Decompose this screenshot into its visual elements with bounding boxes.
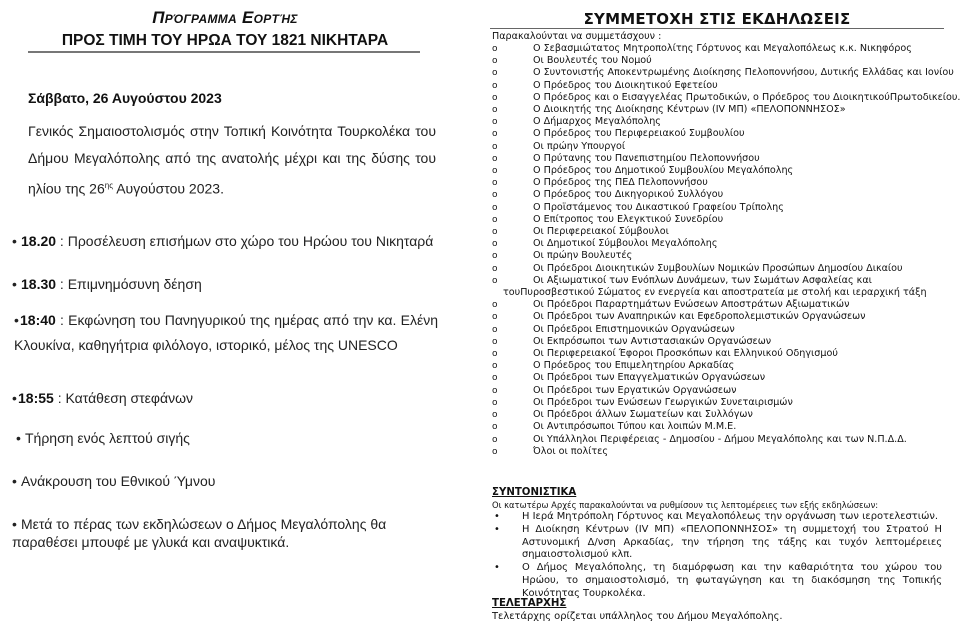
participant-text: Οι Βουλευτές του Νομού [533, 55, 652, 67]
participant-text: Ο Πρόεδρος του Δικηγορικού Συλλόγου [533, 189, 724, 201]
participant-text: Ο Πρόεδρος του Επιμελητηρίου Αρκαδίας [533, 360, 735, 372]
circle-bullet-icon: o [492, 263, 498, 274]
list-item [492, 177, 952, 189]
list-item [492, 311, 952, 323]
circle-bullet-icon: o [492, 117, 498, 128]
separator: : [53, 390, 66, 406]
bullet-icon: • [14, 312, 19, 328]
participant-text: Οι Αντιπρόσωποι Τύπου και λοιπών Μ.Μ.Ε. [533, 421, 737, 433]
participant-text: Οι Πρόεδροι των Επαγγελματικών Οργανώσεων [533, 372, 766, 384]
intro-text-end: Αυγούστου 2023. [113, 180, 224, 197]
list-item [492, 153, 952, 165]
participant-text: Οι Περιφερειακοί Έφοροι Προσκόπων και Ελληνικού Οδηγισμού [533, 348, 838, 360]
schedule-text: Ανάκρουση του Εθνικού Ύμνου [21, 473, 216, 489]
event-date: Σάββατο, 26 Αυγούστου 2023 [28, 90, 222, 106]
participant-text: Ο Πρόεδρος και ο Εισαγγελέας Πρωτοδικών, ο Πρόεδρος του ΔιοικητικούΠρωτοδικείου. [533, 91, 960, 103]
list-item [492, 409, 952, 421]
list-item [492, 238, 952, 250]
master-of-ceremonies-heading: ΤΕΛΕΤΑΡΧΗΣ [492, 598, 567, 609]
circle-bullet-icon: o [492, 178, 498, 189]
participant-text: Ο Συντονιστής Αποκεντρωμένης Διοίκησης Πελοποννήσου, Δυτικής Ελλάδας και Ιονίου [533, 67, 954, 79]
schedule-text: Προσέλευση επισήμων στο χώρο του Ηρώου του Νικηταρά [67, 233, 434, 249]
participant-text: Ο Προϊστάμενος του Δικαστικού Γραφείου Τρίπολης [533, 201, 784, 213]
participant-text: Οι Περιφερειακοί Σύμβουλοι [533, 226, 669, 238]
participant-text: Οι πρώην Βουλευτές [533, 250, 633, 262]
schedule-item [16, 426, 442, 451]
circle-bullet-icon: o [492, 324, 498, 335]
circle-bullet-icon: o [492, 105, 498, 116]
participant-text: Οι Πρόεδροι άλλων Σωματείων και Συλλόγων [533, 409, 753, 421]
participant-text: Ο Πρόεδρος του Διοικητικού Εφετείου [533, 79, 718, 91]
title-divider [28, 51, 420, 53]
bullet-icon: • [494, 511, 500, 522]
participant-text: Οι Δημοτικοί Σύμβουλοι Μεγαλόπολης [533, 238, 718, 250]
schedule-time: 18.30 [21, 276, 57, 292]
circle-bullet-icon: o [492, 361, 498, 372]
coordination-list [492, 511, 942, 601]
list-item [492, 434, 952, 446]
coordination-intro: Οι κατωτέρω Αρχές παρακαλούνται να ρυθμίσουν τις λεπτομέρειες των εξής εκδηλώσεων: [492, 500, 879, 510]
participant-text: Ο Πρόεδρος του Δημοτικού Συμβουλίου Μεγαλόπολης [533, 165, 794, 177]
participant-text: Οι Πρόεδροι Διοικητικών Συμβουλίων Νομικών Προσώπων Δημοσίου Δικαίου [533, 262, 903, 274]
list-item [492, 524, 942, 562]
list-item [492, 511, 942, 524]
intro-text: Γενικός Σημαιοστολισμός στην Τοπική Κοινότητα Τουρκολέκα του Δήμου Μεγαλόπολης από της ανατολής μέχρι και της δύσης του ηλίου της 26 [28, 123, 436, 197]
separator: : [56, 276, 68, 292]
bullet-icon: • [12, 276, 17, 292]
circle-bullet-icon: o [492, 190, 498, 201]
bullet-icon: • [494, 562, 500, 574]
participant-text: Ο Πρόεδρος της ΠΕΔ Πελοποννήσου [533, 177, 708, 189]
participant-text: Οι Υπάλληλοι Περιφέρειας - Δημοσίου - Δήμου Μεγαλόπολης και των Ν.Π.Δ.Δ. [533, 433, 907, 445]
schedule-text: Τήρηση ενός λεπτού σιγής [25, 430, 190, 446]
circle-bullet-icon: o [492, 80, 498, 91]
participant-text: Όλοι οι πολίτες [533, 445, 608, 457]
participant-text: Οι Πρόεδροι Παραρτημάτων Ενώσεων Αποστράτων Αξιωματικών [533, 299, 850, 311]
separator: : [55, 312, 69, 328]
coordination-heading: ΣΥΝΤΟΝΙΣΤΙΚΑ [492, 487, 577, 498]
programme-title: Πρόγραμμα Εορτής [152, 8, 298, 27]
list-item [492, 67, 952, 79]
list-item [492, 275, 952, 299]
participant-text: Ο Πρύτανης του Πανεπιστημίου Πελοποννήσου [533, 152, 760, 164]
participant-text: Οι Πρόεδροι των Εργατικών Οργανώσεων [533, 384, 737, 396]
list-item [492, 141, 952, 153]
participant-text: Οι Εκπρόσωποι των Αντιστασιακών Οργανώσεων [533, 335, 772, 347]
list-item [492, 348, 952, 360]
list-item [492, 91, 960, 104]
circle-bullet-icon: o [492, 336, 498, 347]
list-item [492, 324, 952, 336]
schedule-item [12, 515, 402, 551]
schedule-time: 18:40 [20, 312, 56, 328]
participant-text-continuation: τουΠυροσβεστικού Σώματος εν ενεργεία και αποστρατεία με στολή και ιεραρχική τάξη [503, 287, 927, 299]
circle-bullet-icon: o [492, 397, 498, 408]
list-item [492, 165, 952, 177]
circle-bullet-icon: o [492, 153, 498, 164]
list-item [492, 55, 952, 67]
intro-paragraph [28, 118, 436, 203]
circle-bullet-icon: o [492, 251, 498, 262]
circle-bullet-icon: o [492, 56, 498, 67]
circle-bullet-icon: o [492, 214, 498, 225]
circle-bullet-icon: o [492, 385, 498, 396]
list-item [492, 80, 952, 92]
participant-text: Οι Πρόεδροι Επιστημονικών Οργανώσεων [533, 323, 735, 335]
list-item [492, 128, 952, 140]
circle-bullet-icon: o [492, 410, 498, 421]
circle-bullet-icon: o [492, 434, 498, 445]
bullet-icon: • [16, 430, 21, 446]
list-item [492, 360, 952, 372]
coordination-text: Ο Δήμος Μεγαλόπολης, τη διαμόρφωση και την καθαριότητα του χώρου του Ηρώου, το σημαιοστολισμό, τη φωταγώγηση και τη διακόσμηση της Τοπικής Κοινότητας Τουρκολέκα. [522, 562, 942, 599]
circle-bullet-icon: o [492, 349, 498, 360]
separator: : [56, 233, 68, 249]
participant-text: Οι Πρόεδροι των Αναπηρικών και Εφεδροπολεμιστικών Οργανώσεων [533, 311, 866, 323]
participant-text: Οι Αξιωματικοί των Ενόπλων Δυνάμεων, των Σωμάτων Ασφαλείας και [533, 274, 872, 286]
list-item [492, 299, 952, 311]
circle-bullet-icon: o [492, 300, 498, 311]
intro-superscript: ης [104, 181, 114, 190]
title-divider [490, 28, 944, 29]
list-item [492, 562, 942, 600]
list-item [492, 336, 952, 348]
list-item [492, 397, 952, 409]
schedule-time: 18:55 [18, 390, 54, 406]
circle-bullet-icon: o [492, 68, 498, 79]
schedule-time: 18.20 [21, 233, 57, 249]
list-item [492, 202, 952, 214]
circle-bullet-icon: o [492, 141, 498, 152]
schedule-text: Επιμνημόσυνη δέηση [67, 276, 202, 292]
participant-text: Ο Σεβασμιώτατος Μητροπολίτης Γόρτυνος και Μεγαλοπόλεως κ.κ. Νικηφόρος [533, 43, 912, 54]
schedule-item [12, 229, 438, 254]
participant-text: Ο Επίτροπος του Ελεγκτικού Συνεδρίου [533, 213, 724, 225]
coordination-text: Η Διοίκηση Κέντρων (IV ΜΠ) «ΠΕΛΟΠΟΝΝΗΣΟΣ» τη συμμετοχή του Στρατού Η Αστυνομική Δ/νση Αρκαδίας, την τήρηση της τάξης και τυχόν λεπτομέρειες σημαιοστολισμού κλπ. [522, 523, 942, 561]
bullet-icon: • [12, 516, 17, 532]
list-item [492, 226, 952, 238]
list-item [492, 263, 952, 275]
circle-bullet-icon: o [492, 92, 498, 103]
circle-bullet-icon: o [492, 166, 498, 177]
schedule-text: Εκφώνηση του Πανηγυρικού της ημέρας από την κα. Ελένη Κλουκίνα, καθηγήτρια φιλόλογο, ιστορικό, μέλος της UNESCO [14, 312, 438, 353]
schedule-item [14, 308, 438, 358]
circle-bullet-icon: o [492, 373, 498, 384]
participation-intro: Παρακαλούνται να συμμετάσχουν : [492, 31, 662, 42]
list-item [492, 214, 952, 226]
list-item [492, 372, 952, 384]
list-item [492, 189, 952, 201]
list-item [492, 446, 952, 458]
circle-bullet-icon: o [492, 227, 498, 238]
list-item [492, 421, 952, 433]
list-item [492, 116, 952, 128]
list-item [492, 250, 952, 262]
participant-text: Οι Πρόεδροι των Ενώσεων Γεωργικών Συνεταιρισμών [533, 396, 793, 408]
bullet-icon: • [494, 523, 500, 535]
schedule-text: Μετά το πέρας των εκδηλώσεων ο Δήμος Μεγαλόπολης θα παραθέσει μπουφέ με γλυκά και αναψυκτικά. [12, 516, 387, 550]
circle-bullet-icon: o [492, 239, 498, 250]
circle-bullet-icon: o [492, 129, 498, 140]
participant-text: Ο Δήμαρχος Μεγαλόπολης [533, 116, 661, 128]
master-of-ceremonies-text: Τελετάρχης ορίζεται υπάλληλος του Δήμου Μεγαλόπολης. [492, 611, 783, 622]
participation-title: ΣΥΜΜΕΤΟΧΗ ΣΤΙΣ ΕΚΔΗΛΩΣΕΙΣ [583, 10, 851, 28]
participant-text: Οι πρώην Υπουργοί [533, 140, 626, 152]
schedule-item [12, 469, 438, 494]
circle-bullet-icon: o [492, 446, 498, 457]
participants-list [492, 43, 960, 458]
circle-bullet-icon: o [492, 44, 498, 54]
bullet-icon: • [12, 233, 17, 249]
programme-subtitle: ΠΡΟΣ ΤΙΜΗ ΤΟΥ ΗΡΩΑ ΤΟΥ 1821 ΝΙΚΗΤΑΡΑ [61, 32, 389, 49]
participant-text: Ο Διοικητής της Διοίκησης Κέντρων (IV ΜΠ) «ΠΕΛΟΠΟΝΝΗΣΟΣ» [533, 104, 846, 116]
participant-text: Ο Πρόεδρος του Περιφερειακού Συμβουλίου [533, 128, 745, 140]
coordination-text: Η Ιερά Μητρόπολη Γόρτυνος και Μεγαλοπόλεως την οργάνωση των ιεροτελεστιών. [522, 511, 938, 522]
bullet-icon: • [12, 473, 17, 489]
circle-bullet-icon: o [492, 422, 498, 433]
circle-bullet-icon: o [492, 202, 498, 213]
list-item [492, 385, 952, 397]
schedule-item [12, 272, 438, 297]
schedule-item [12, 386, 438, 411]
bullet-icon: • [12, 390, 17, 406]
list-item [492, 104, 952, 116]
circle-bullet-icon: o [492, 312, 498, 323]
circle-bullet-icon: o [492, 275, 498, 286]
schedule-text: Κατάθεση στεφάνων [65, 390, 194, 406]
list-item [492, 43, 952, 55]
